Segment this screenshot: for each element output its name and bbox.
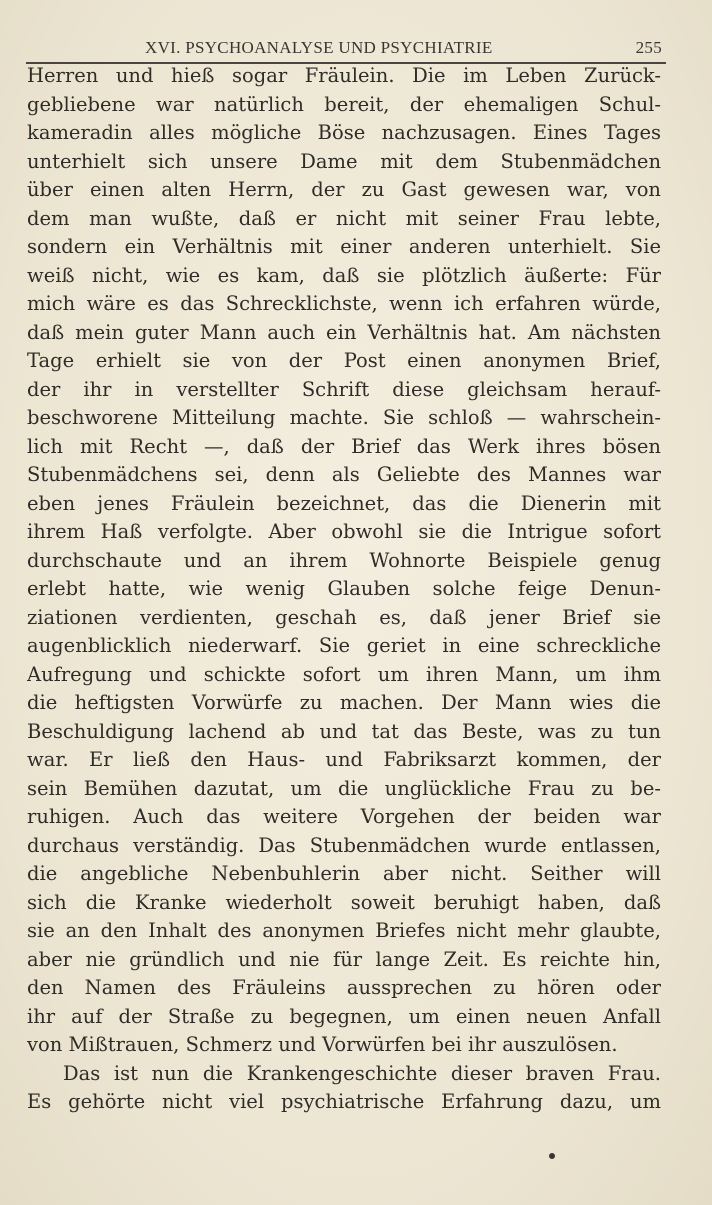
text-line: war. Er ließ den Haus- und Fabriksarzt kommen, der bbox=[27, 748, 661, 771]
text-line: weiß nicht, wie es kam, daß sie plötzlich äußerte: Für bbox=[27, 263, 661, 287]
text-line: Stubenmädchens sei, denn als Geliebte des Mannes war bbox=[27, 463, 661, 486]
text-line: ihrem Haß verfolgte. Aber obwohl sie die Intrigue sofort bbox=[27, 520, 661, 543]
text-line: der ihr in verstellter Schrift diese gleichsam herauf- bbox=[27, 377, 661, 401]
running-title: XVI. PSYCHOANALYSE UND PSYCHIATRIE bbox=[145, 38, 493, 57]
text-line: gebliebene war natürlich bereit, der ehemaligen Schul- bbox=[27, 92, 661, 116]
text-line: die angebliche Nebenbuhlerin aber nicht. Seither will bbox=[27, 862, 661, 885]
page-number: 255 bbox=[635, 38, 662, 57]
paragraph-end-line: von Mißtrauen, Schmerz und Vorwürfen bei ihr auszulösen. bbox=[27, 1033, 618, 1056]
text-line: Es gehörte nicht viel psychiatrische Erfahrung dazu, um bbox=[27, 1090, 661, 1113]
ink-dot bbox=[549, 1153, 555, 1159]
text-line: Beschuldigung lachend ab und tat das Beste, was zu tun bbox=[27, 719, 661, 743]
text-line: aber nie gründlich und nie für lange Zeit. Es reichte hin, bbox=[27, 947, 661, 971]
text-line: ziationen verdienten, geschah es, daß jener Brief sie bbox=[27, 605, 661, 629]
text-line: Tage erhielt sie von der Post einen anonymen Brief, bbox=[27, 349, 661, 372]
text-line: ihr auf der Straße zu begegnen, um einen neuen Anfall bbox=[27, 1004, 661, 1028]
text-line: sein Bemühen dazutat, um die unglückliche Frau zu be- bbox=[27, 776, 661, 800]
text-line: sich die Kranke wiederholt soweit beruhigt haben, daß bbox=[27, 890, 661, 914]
text-line: sondern ein Verhältnis mit einer anderen unterhielt. Sie bbox=[27, 235, 661, 258]
text-line: Herren und hieß sogar Fräulein. Die im Leben Zurück- bbox=[27, 64, 661, 87]
text-line: daß mein guter Mann auch ein Verhältnis hat. Am nächsten bbox=[27, 320, 661, 344]
body-text bbox=[27, 62, 661, 1117]
text-line: durchschaute und an ihrem Wohnorte Beispiele genug bbox=[27, 548, 661, 572]
text-line: beschworene Mitteilung machte. Sie schloß — wahrschein- bbox=[27, 406, 661, 429]
text-line: lich mit Recht —, daß der Brief das Werk ihres bösen bbox=[27, 434, 661, 458]
text-line: durchaus verständig. Das Stubenmädchen wurde entlassen, bbox=[27, 833, 661, 857]
paragraph-start-line: Das ist nun die Krankengeschichte dieser braven Frau. bbox=[63, 1061, 661, 1085]
text-line: ruhigen. Auch das weitere Vorgehen der beiden war bbox=[27, 805, 661, 828]
page-header bbox=[28, 38, 664, 60]
text-line: die heftigsten Vorwürfe zu machen. Der Mann wies die bbox=[27, 691, 661, 714]
text-line: sie an den Inhalt des anonymen Briefes nicht mehr glaubte, bbox=[27, 919, 661, 942]
text-line: augenblicklich niederwarf. Sie geriet in eine schreckliche bbox=[27, 634, 661, 657]
text-line: erlebt hatte, wie wenig Glauben solche feige Denun- bbox=[27, 577, 661, 600]
text-line: Aufregung und schickte sofort um ihren Mann, um ihm bbox=[27, 662, 661, 686]
text-line: dem man wußte, daß er nicht mit seiner Frau lebte, bbox=[27, 206, 661, 230]
text-line: den Namen des Fräuleins aussprechen zu hören oder bbox=[27, 976, 661, 999]
text-line: mich wäre es das Schrecklichste, wenn ich erfahren würde, bbox=[27, 292, 661, 315]
text-line: eben jenes Fräulein bezeichnet, das die Dienerin mit bbox=[27, 491, 661, 515]
text-line: über einen alten Herrn, der zu Gast gewesen war, von bbox=[27, 178, 661, 201]
text-line: unterhielt sich unsere Dame mit dem Stubenmädchen bbox=[27, 149, 661, 173]
text-line: kameradin alles mögliche Böse nachzusagen. Eines Tages bbox=[27, 121, 661, 144]
